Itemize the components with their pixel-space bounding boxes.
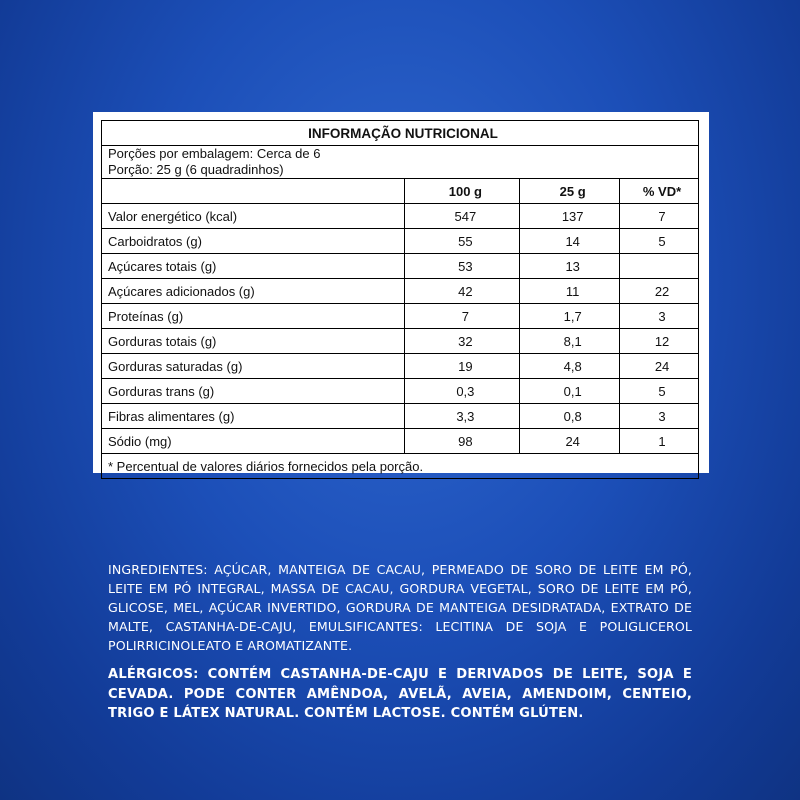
row-label: Sódio (mg) [102, 429, 405, 454]
table-row [102, 204, 699, 229]
footnote-row [102, 454, 699, 479]
ingredients-text: INGREDIENTES: AÇÚCAR, MANTEIGA DE CACAU, PERMEADO DE SORO DE LEITE EM PÓ, LEITE EM PÓ INTEGRAL, MASSA DE CACAU, GORDURA VEGETAL, SORO DE LEITE EM PÓ, GLICOSE, MEL, AÇÚCAR INVERTIDO, GORDURA DE MANTEIGA DESIDRATADA, EXTRATO DE MALTE, CASTANHA-DE-CAJU, EMULSIFICANTES: LECITINA DE SOJA E POLIGLICEROL POLIRRICINOLEATO E AROMATIZANTE. [108, 562, 692, 653]
value-25g: 0,1 [520, 379, 620, 404]
value-25g: 137 [520, 204, 620, 229]
row-label: Proteínas (g) [102, 304, 405, 329]
row-label: Fibras alimentares (g) [102, 404, 405, 429]
table-row [102, 229, 699, 254]
serving-info [102, 146, 699, 179]
value-vd: 1 [620, 429, 699, 454]
value-25g: 14 [520, 229, 620, 254]
value-25g: 24 [520, 429, 620, 454]
value-100g: 547 [405, 204, 520, 229]
value-100g: 32 [405, 329, 520, 354]
value-25g: 11 [520, 279, 620, 304]
value-vd: 3 [620, 304, 699, 329]
value-100g: 98 [405, 429, 520, 454]
table-row [102, 379, 699, 404]
row-label: Valor energético (kcal) [102, 204, 405, 229]
allergens-text: ALÉRGICOS: CONTÉM CASTANHA-DE-CAJU E DERIVADOS DE LEITE, SOJA E CEVADA. PODE CONTER AMÊNDOA, AVELÃ, AVEIA, AMENDOIM, CENTEIO, TRIGO E LÁTEX NATURAL. CONTÉM LACTOSE. CONTÉM GLÚTEN. [108, 667, 692, 721]
nutrition-title-row [102, 121, 699, 146]
value-100g: 3,3 [405, 404, 520, 429]
value-25g: 1,7 [520, 304, 620, 329]
value-25g: 4,8 [520, 354, 620, 379]
value-100g: 42 [405, 279, 520, 304]
row-label: Açúcares totais (g) [102, 254, 405, 279]
table-row [102, 279, 699, 304]
nutrition-panel [93, 112, 709, 473]
header-cell-vd: % VD* [620, 179, 699, 204]
table-row [102, 329, 699, 354]
value-25g: 13 [520, 254, 620, 279]
row-label: Gorduras saturadas (g) [102, 354, 405, 379]
value-vd: 5 [620, 229, 699, 254]
value-vd: 24 [620, 354, 699, 379]
row-label: Açúcares adicionados (g) [102, 279, 405, 304]
row-label: Gorduras trans (g) [102, 379, 405, 404]
value-100g: 19 [405, 354, 520, 379]
table-row [102, 429, 699, 454]
serving-info-row [102, 146, 699, 179]
serving-size: Porção: 25 g (6 quadradinhos) [108, 162, 284, 177]
header-cell-label [102, 179, 405, 204]
value-vd: 22 [620, 279, 699, 304]
value-100g: 0,3 [405, 379, 520, 404]
table-row [102, 404, 699, 429]
table-row [102, 254, 699, 279]
value-vd: 7 [620, 204, 699, 229]
value-100g: 7 [405, 304, 520, 329]
table-row [102, 354, 699, 379]
value-100g: 55 [405, 229, 520, 254]
nutrition-title: INFORMAÇÃO NUTRICIONAL [102, 121, 699, 146]
nutrition-table [101, 120, 699, 479]
value-25g: 8,1 [520, 329, 620, 354]
header-cell-25g: 25 g [520, 179, 620, 204]
value-vd: 5 [620, 379, 699, 404]
table-header-row [102, 179, 699, 204]
row-label: Carboidratos (g) [102, 229, 405, 254]
footnote: * Percentual de valores diários fornecidos pela porção. [102, 454, 699, 479]
table-row [102, 304, 699, 329]
header-cell-100g: 100 g [405, 179, 520, 204]
value-vd: 3 [620, 404, 699, 429]
row-label: Gorduras totais (g) [102, 329, 405, 354]
value-100g: 53 [405, 254, 520, 279]
value-25g: 0,8 [520, 404, 620, 429]
value-vd [620, 254, 699, 279]
value-vd: 12 [620, 329, 699, 354]
servings-per-package: Porções por embalagem: Cerca de 6 [108, 146, 321, 161]
